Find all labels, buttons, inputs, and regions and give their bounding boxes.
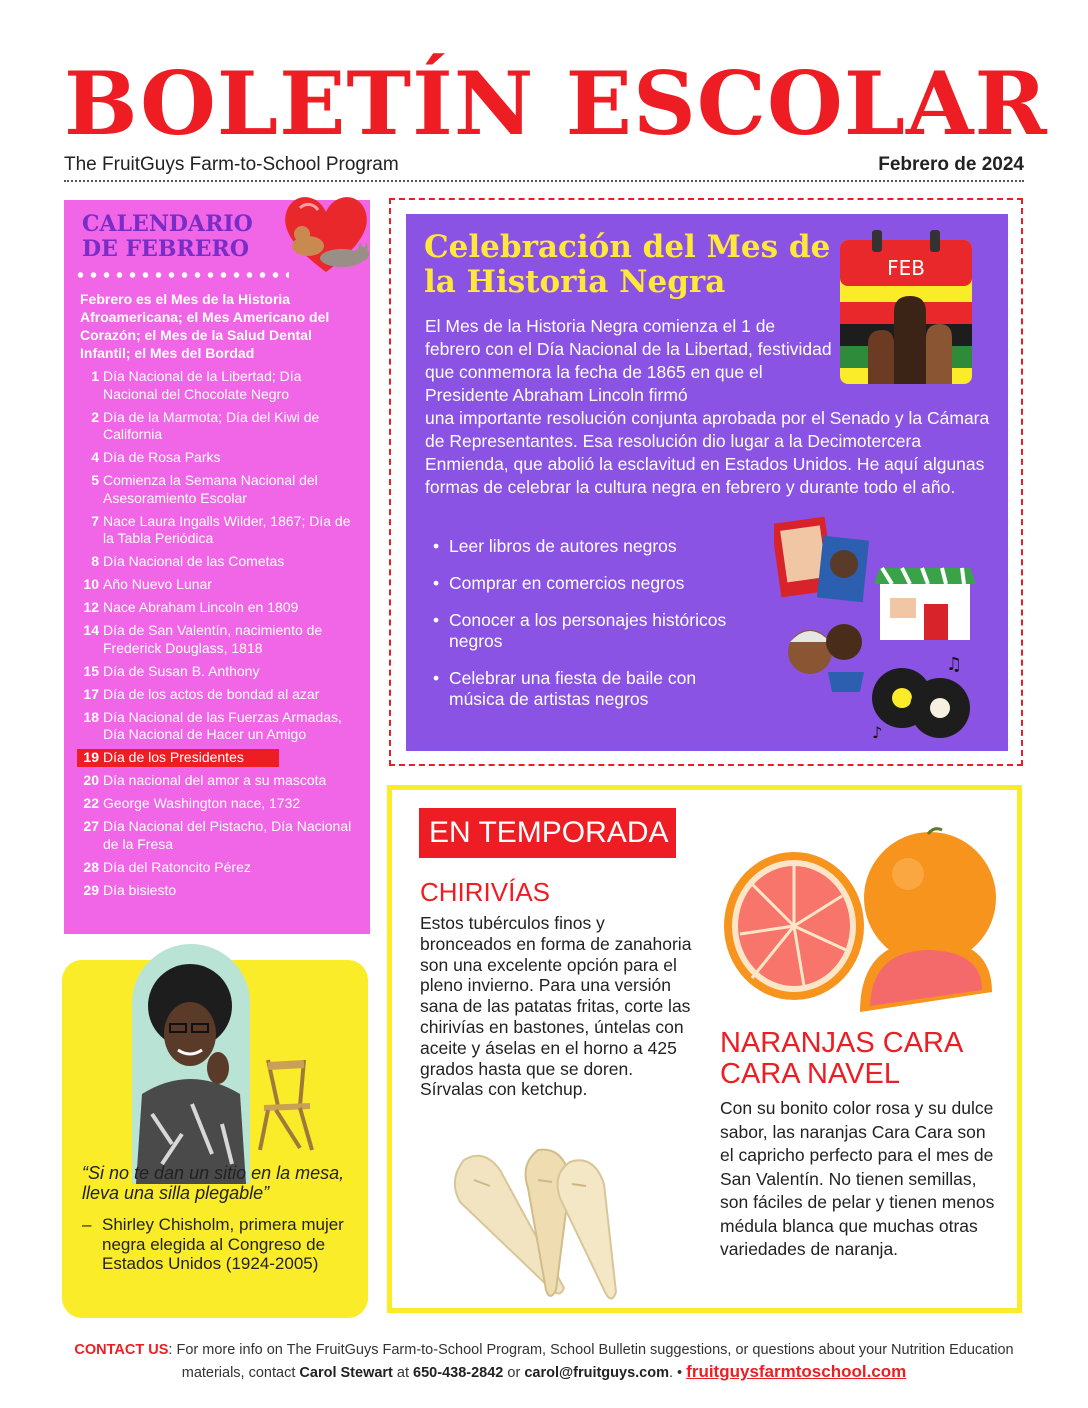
calendar-event: Comienza la Semana Nacional del Asesoramiento Escolar [103, 472, 318, 506]
calendar-title [82, 212, 282, 262]
calendar-day: 4 [91, 449, 99, 465]
calendar-day: 1 [91, 368, 99, 384]
calendar-day: 10 [83, 576, 99, 592]
contact-text: For more info on The FruitGuys Farm-to-School Program, School Bulletin suggestions, or questions about your Nutrition Education materials, contact [176, 1342, 1014, 1381]
calendar-list [80, 368, 354, 899]
calendar-day: 29 [83, 881, 99, 898]
bhm-body-rest: una importante resolución conjunta aprobada por el Senado y la Cámara de Representantes. Esa resolución dio lugar a la Decimotercera Enmienda, que abolió la esclavitud en Estados Unidos. He aquí algunas formas de celebrar la cultura negra en febrero y durante todo el año. [425, 408, 990, 497]
calendar-item [80, 576, 354, 594]
orange-description: Con su bonito color rosa y su dulce sabor, las naranjas Cara Cara son el capricho perfecto para el mes de San Valentín. No tienen semillas, son fáciles de pelar y tienen menos médula blanca que muchas otras variedades de naranja. [720, 1098, 995, 1259]
calendar-day: 17 [83, 685, 99, 702]
calendar-day: 22 [83, 795, 99, 811]
quote-text: “Si no te dan un sitio en la mesa, lleva una silla plegable” [82, 1163, 345, 1203]
calendar-day: 12 [83, 599, 99, 615]
parsnips-illustration [434, 1140, 666, 1305]
cara-cara-oranges-illustration [720, 816, 998, 1016]
calendar-item [80, 513, 354, 548]
calendar-item [80, 772, 354, 790]
calendar-event: Día de los actos de bondad al azar [103, 685, 320, 702]
in-season-section [387, 785, 1022, 1313]
black-history-month-section [406, 214, 1008, 751]
calendar-item [80, 818, 354, 853]
idea-text: Celebrar una fiesta de baile con música de artistas negros [449, 668, 697, 709]
calendar-item [80, 795, 354, 813]
books-shop-records-illustration [774, 512, 1000, 744]
calendar-item [80, 368, 354, 403]
calendar-day: 15 [83, 662, 99, 679]
calendar-event: Día del Ratoncito Pérez [103, 858, 251, 875]
program-name: The FruitGuys Farm-to-School Program [64, 154, 399, 175]
dotted-divider [74, 272, 289, 278]
list-item [433, 573, 733, 594]
svg-text:♪: ♪ [872, 723, 883, 742]
list-item [433, 536, 733, 557]
list-item [433, 610, 733, 652]
contact-at: at [396, 1365, 410, 1381]
idea-text: Leer libros de autores negros [449, 536, 677, 556]
calendar-event: Día Nacional de las Cometas [103, 553, 285, 569]
calendar-day: 2 [91, 408, 99, 425]
calendar-day: 27 [83, 818, 99, 834]
subheader-bar [64, 150, 1024, 182]
calendar-event: Día de Susan B. Anthony [103, 662, 260, 679]
newsletter-title: BOLETÍN ESCOLAR [64, 52, 1048, 155]
bhm-body-intro: El Mes de la Historia Negra comienza el 1 de febrero con el Día Nacional de la Libertad, festividad que conmemora la fecha de 1865 en que el Presidente Abraham Lincoln firmó [425, 316, 832, 405]
idea-text: Conocer a los personajes históricos negros [449, 610, 727, 651]
calendar-item [80, 599, 354, 617]
bullet: • [433, 573, 440, 593]
calendar-event: Día nacional del amor a su mascota [103, 772, 327, 788]
contact-phone: 650-438-2842 [413, 1365, 504, 1381]
calendar-title-line1: CALENDARIO [82, 211, 253, 237]
february-calendar [64, 200, 370, 934]
contact-label: CONTACT US [74, 1342, 169, 1358]
bhm-body [425, 315, 1000, 499]
calendar-item [80, 449, 354, 467]
bullet: • [433, 610, 440, 630]
folding-chair-icon [254, 1056, 320, 1152]
contact-name: Carol Stewart [299, 1365, 393, 1381]
website-link[interactable]: fruitguysfarmtoschool.com [686, 1362, 907, 1381]
parsnip-heading: CHIRIVÍAS [420, 877, 551, 907]
calendar-item [80, 859, 354, 877]
calendar-day: 28 [83, 858, 99, 875]
calendar-item [80, 882, 354, 900]
quote-author: Shirley Chisholm, primera mujer negra elegida al Congreso de Estados Unidos (1924-2005) [102, 1215, 344, 1273]
contact-or: or [507, 1365, 521, 1381]
calendar-item [80, 553, 354, 571]
calendar-event: Día Nacional de las Fuerzas Armadas, Día Nacional de Hacer un Amigo [103, 708, 342, 742]
calendar-day: 20 [83, 772, 99, 788]
calendar-day: 14 [83, 622, 99, 638]
calendar-event: Día de Rosa Parks [103, 449, 221, 465]
idea-text: Comprar en comercios negros [449, 573, 685, 593]
calendar-item [80, 686, 354, 704]
portrait-illustration [132, 944, 250, 1184]
calendar-event: Día de la Marmota; Día del Kiwi de California [103, 408, 320, 442]
parsnip-description: Estos tubérculos finos y bronceados en forma de zanahoria son una excelente opción para el pleno invierno. Para una versión sana de las patatas fritas, corte las chirivías en bastones, úntelas con aceite y áselas en el horno a 425 grados hasta que se doren. Sírvalas con ketchup. [420, 913, 692, 1100]
in-season-banner: EN TEMPORADA [419, 808, 676, 858]
issue-date: Febrero de 2024 [878, 154, 1024, 175]
calendar-event: Nace Laura Ingalls Wilder, 1867; Día de la Tabla Periódica [103, 512, 351, 546]
calendar-event: George Washington nace, 1732 [103, 795, 301, 811]
bullet: • [433, 668, 440, 688]
calendar-event: Nace Abraham Lincoln en 1809 [103, 599, 299, 615]
shirley-chisholm-portrait [132, 944, 250, 1184]
feb-label: FEB [887, 256, 925, 280]
calendar-event: Día de San Valentín, nacimiento de Frederick Douglass, 1818 [103, 622, 323, 656]
calendar-event: Año Nuevo Lunar [103, 576, 212, 592]
calendar-item [80, 663, 354, 681]
attribution-dash: – [82, 1215, 92, 1234]
calendar-item [80, 622, 354, 657]
contact-footer [64, 1340, 1024, 1384]
calendar-item [80, 709, 354, 744]
contact-separator: . • [669, 1365, 683, 1381]
bullet: • [433, 536, 440, 556]
calendar-event: Día de los Presidentes [103, 749, 244, 765]
heart-pets-illustration [278, 188, 374, 280]
calendar-intro: Febrero es el Mes de la Historia Afroamericana; el Mes Americano del Corazón; el Mes de la Salud Dental Infantil; el Mes del Bordad [80, 291, 330, 361]
quote-card [62, 960, 368, 1318]
calendar-event: Día Nacional del Pistacho, Día Nacional de la Fresa [103, 818, 352, 852]
calendar-item-highlighted [77, 749, 279, 767]
calendar-day: 8 [91, 553, 99, 569]
calendar-day: 19 [83, 749, 99, 765]
orange-heading: NARANJAS CARA CARA NAVEL [720, 1027, 962, 1090]
calendar-item [80, 409, 354, 444]
svg-text:♫: ♫ [946, 654, 963, 675]
list-item [433, 668, 733, 710]
calendar-item [80, 472, 354, 507]
calendar-day: 18 [83, 708, 99, 725]
calendar-event: Día Nacional de la Libertad; Día Nacional del Chocolate Negro [103, 368, 302, 402]
contact-colon: : [168, 1342, 173, 1358]
bhm-title: Celebración del Mes de la Historia Negra [424, 229, 831, 300]
quote-attribution [82, 1215, 357, 1274]
contact-email[interactable]: carol@fruitguys.com [524, 1365, 669, 1381]
calendar-event: Día bisiesto [103, 881, 177, 898]
calendar-day: 7 [91, 512, 99, 529]
celebration-ideas-list [433, 536, 733, 726]
calendar-day: 5 [91, 472, 99, 488]
calendar-title-line2: DE FEBRERO [82, 236, 249, 262]
